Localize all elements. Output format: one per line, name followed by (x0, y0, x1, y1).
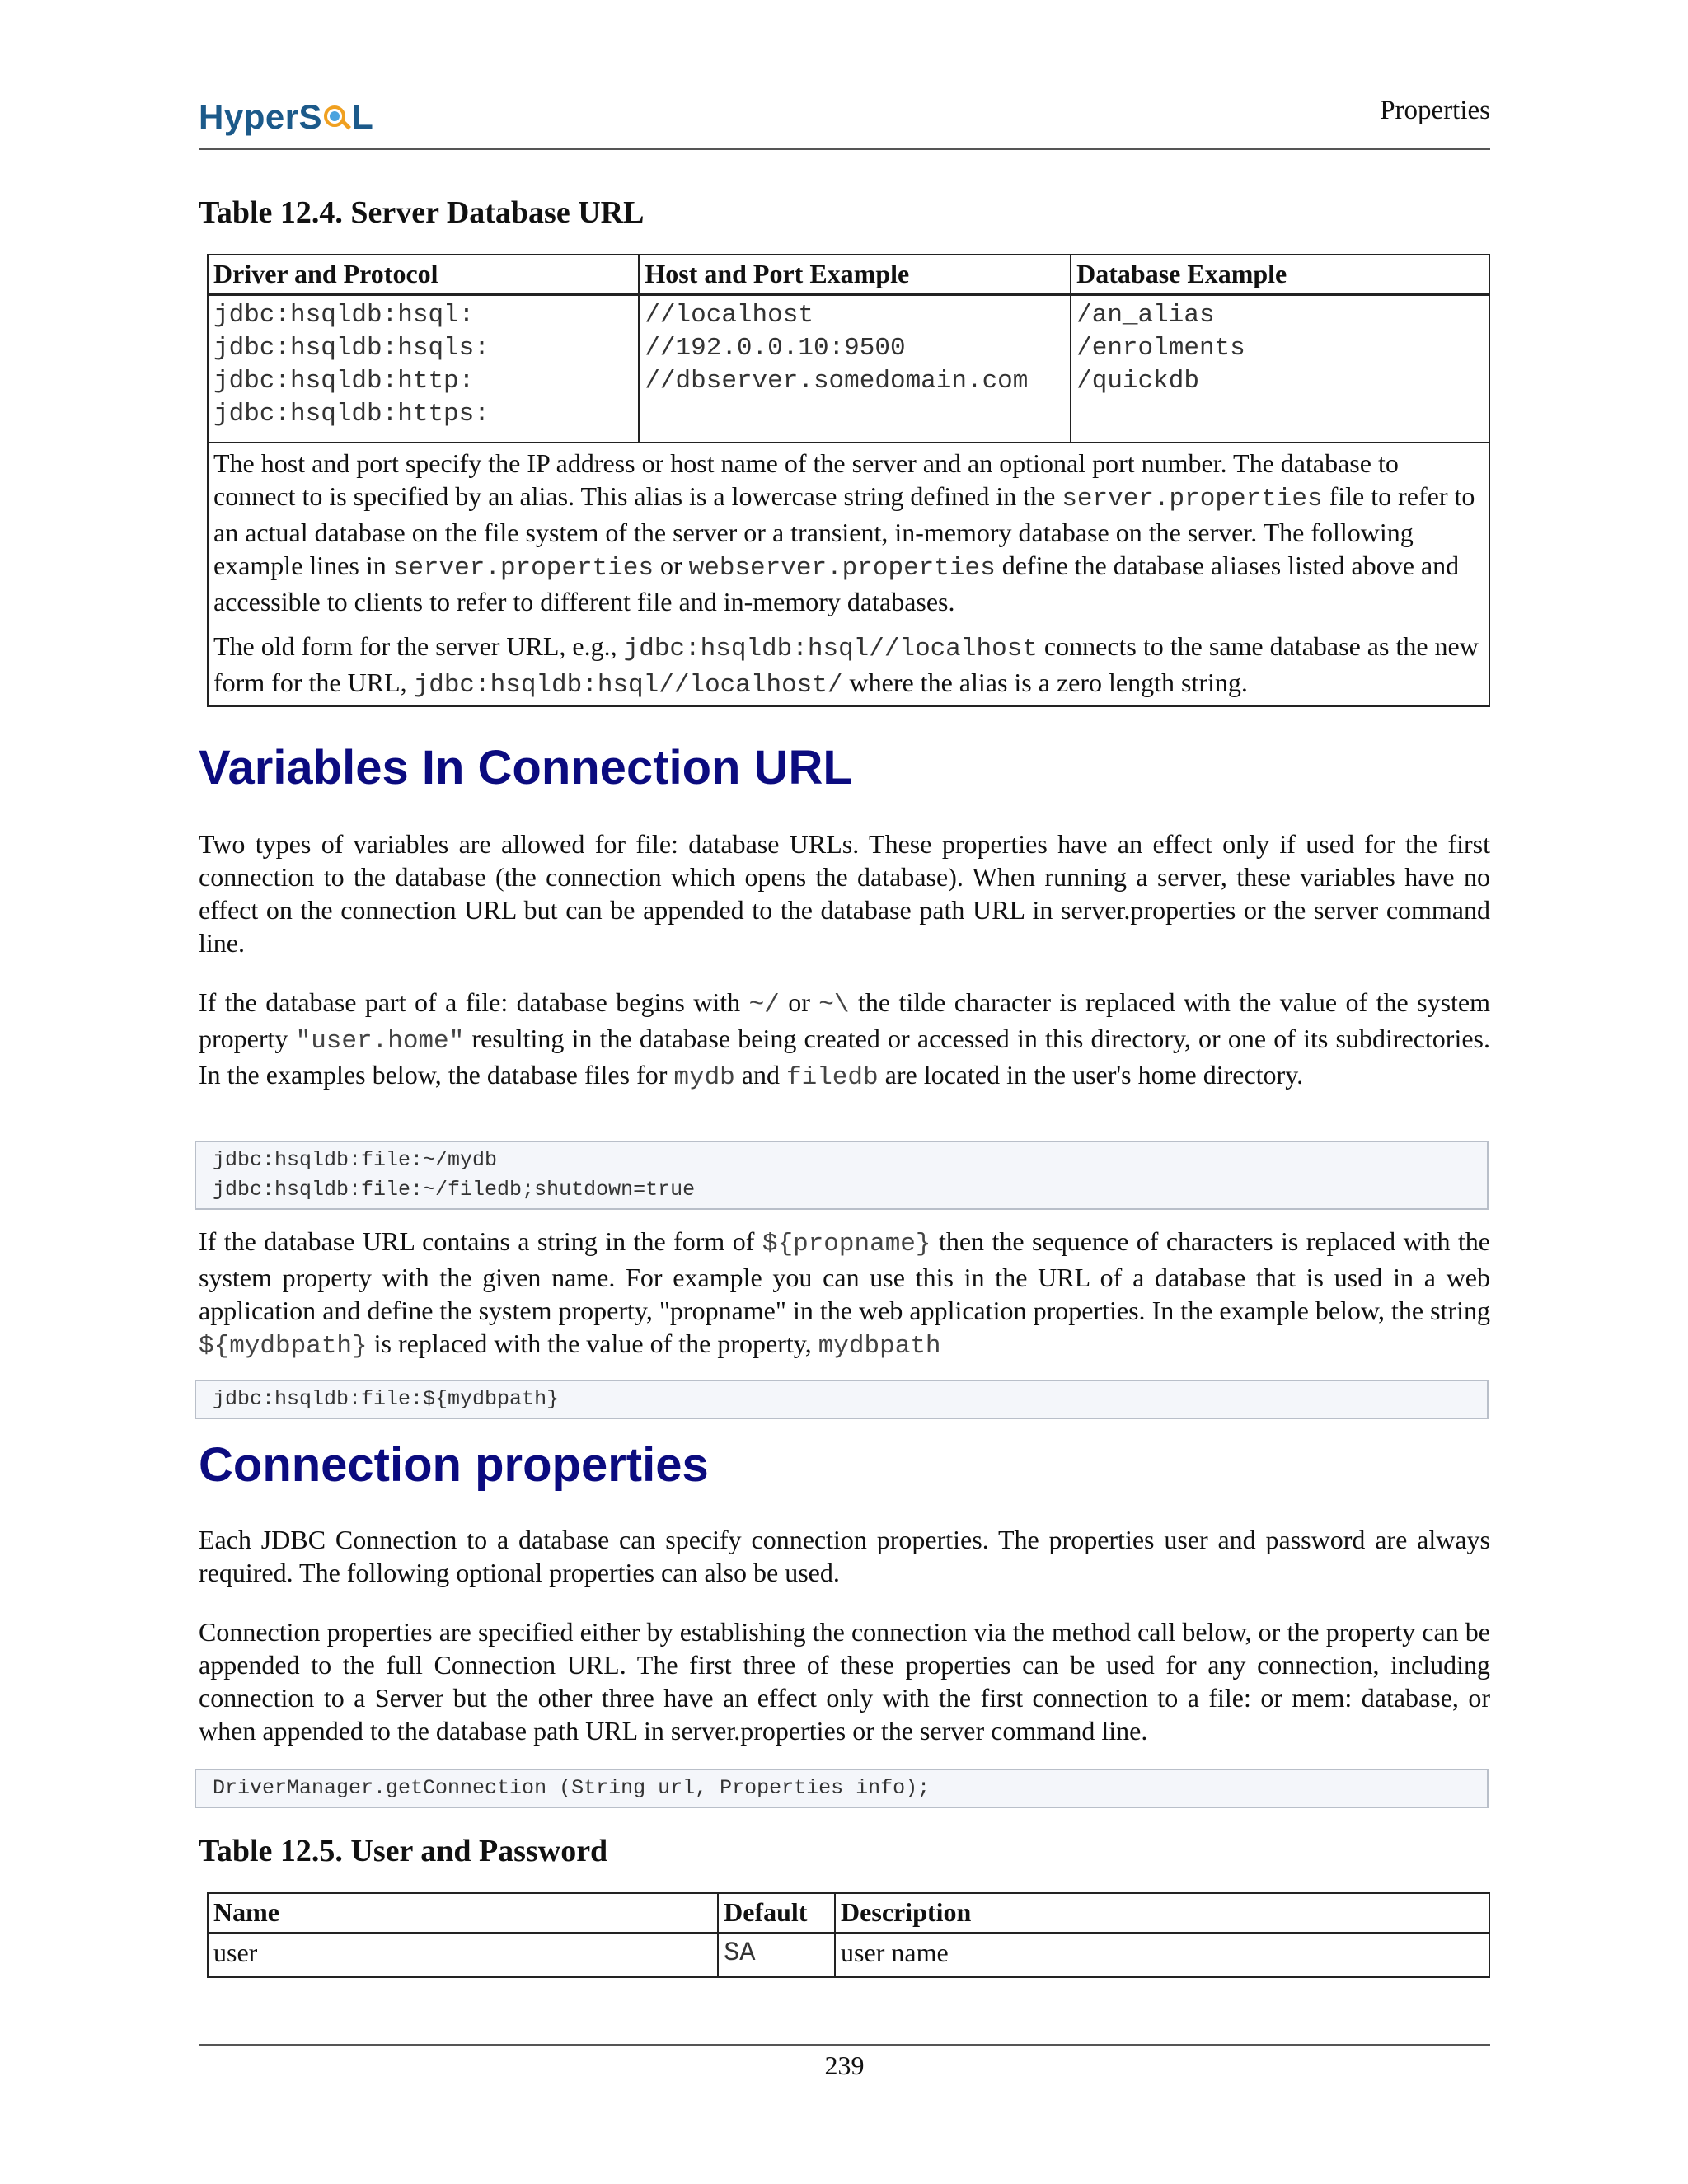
column-header: Name (208, 1893, 718, 1933)
user-password-table (207, 1892, 1490, 1978)
paragraph: If the database URL contains a string in the form of ${propname} then the sequence of characters is replaced with the system property with the given name. For example you can use this in the URL of a database that is used in a web application and define the system property, "propname" in the web application properties. In the example below, the string ${mydbpath} is replaced with the value of the property, mydbpath (199, 1226, 1491, 1361)
hypersql-logo: HyperS L (199, 97, 374, 136)
column-header: Default (718, 1893, 835, 1933)
default-cell: SA (718, 1933, 835, 1977)
paragraph: If the database part of a file: database begins with ~/ or ~\ the tilde character is replaced with the value of the system property "user.home" resulting in the database being created or accessed in this directory, or one of its subdirectories. In the examples below, the database files for mydb and filedb are located in the user's home directory. (199, 987, 1491, 1092)
code-block: DriverManager.getConnection (String url, Properties info); (195, 1769, 1489, 1808)
table-note-cell (208, 443, 1489, 706)
section-heading-variables: Variables In Connection URL (199, 741, 852, 794)
hosts-cell: //localhost //192.0.0.10:9500 //dbserver.somedomain.com (639, 294, 1071, 443)
protocols-cell: jdbc:hsqldb:hsql: jdbc:hsqldb:hsqls: jdbc:hsqldb:http: jdbc:hsqldb:https: (208, 294, 639, 443)
description-cell: user name (835, 1933, 1489, 1977)
paragraph: Two types of variables are allowed for file: database URLs. These properties have an effect only if used for the first connection to the database (the connection which opens the database). When running a server, these variables have no effect on the connection URL but can be appended to the database path URL in server.properties or the server command line. (199, 829, 1490, 958)
column-header: Database Example (1071, 255, 1489, 294)
server-database-url-table (207, 254, 1490, 707)
magnifier-q-icon (323, 103, 351, 131)
column-header: Description (835, 1893, 1489, 1933)
table-12-4-caption: Table 12.4. Server Database URL (199, 195, 645, 230)
paragraph: Each JDBC Connection to a database can specify connection properties. The properties user and password are always required. The following optional properties can also be used. (199, 1525, 1490, 1587)
column-header: Host and Port Example (639, 255, 1071, 294)
paragraph: Connection properties are specified either by establishing the connection via the method call below, or the property can be appended to the full Connection URL. The first three of these properties can be used for any connection, including connection to a Server but the other three have an effect only with the first connection to a file: or mem: database, or when appended to the database path URL in server.properties or the server command line. (199, 1617, 1490, 1746)
table-note-paragraph: The old form for the server URL, e.g., jdbc:hsqldb:hsql//localhost connects to the same database as the new form for the URL, jdbc:hsqldb:hsql//localhost/ where the alias is a zero length string. (213, 631, 1479, 700)
page-number: 239 (824, 2050, 865, 2080)
column-header: Driver and Protocol (208, 255, 639, 294)
databases-cell: /an_alias /enrolments /quickdb (1071, 294, 1489, 443)
table-12-5-caption: Table 12.5. User and Password (199, 1834, 608, 1868)
page-header (199, 91, 1490, 150)
code-block: jdbc:hsqldb:file:${mydbpath} (195, 1380, 1489, 1419)
name-cell: user (208, 1933, 718, 1977)
table-note-paragraph: The host and port specify the IP address or host name of the server and an optional port number. The database to connect to is specified by an alias. This alias is a lowercase string defined in the server.properties file to refer to an actual database on the file system of the server or a transient, in-memory database on the server. The following example lines in server.properties or webserver.properties define the database aliases listed above and accessible to clients to refer to different file and in-memory databases. (213, 448, 1475, 616)
page-footer (199, 2044, 1490, 2081)
header-title: Properties (1380, 96, 1490, 125)
table-row (208, 1933, 1489, 1977)
code-block: jdbc:hsqldb:file:~/mydb jdbc:hsqldb:file:~/filedb;shutdown=true (195, 1141, 1489, 1210)
section-heading-connection-properties: Connection properties (199, 1438, 709, 1492)
